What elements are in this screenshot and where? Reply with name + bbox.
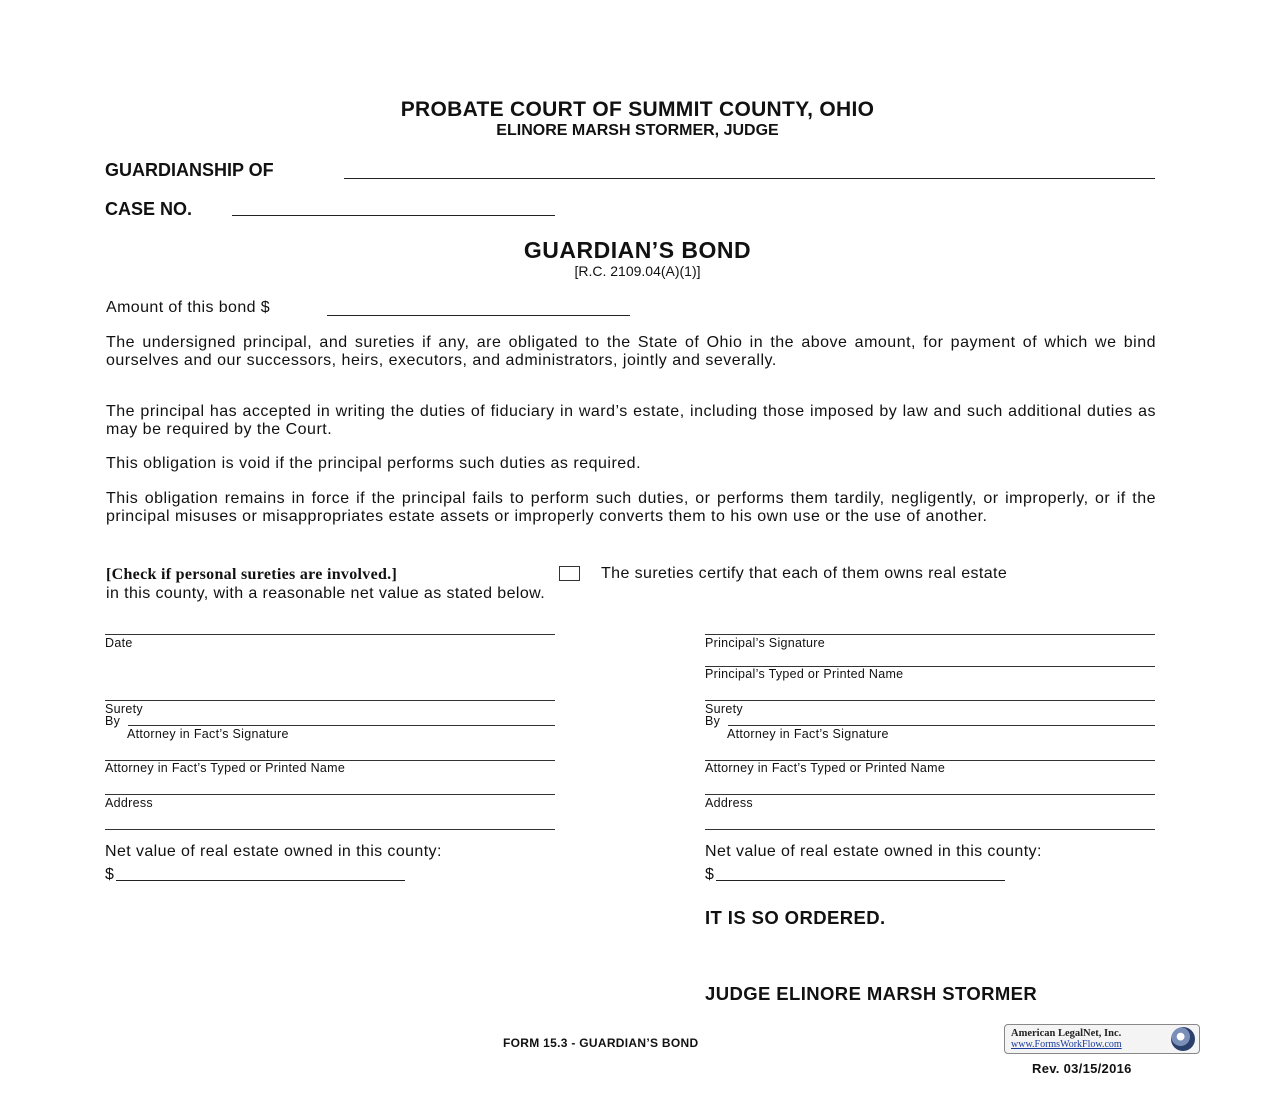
right-net-value-label: Net value of real estate owned in this county: [705, 843, 1042, 860]
left-net-value-label: Net value of real estate owned in this county: [105, 843, 442, 860]
left-attorney-name-label: Attorney in Fact’s Typed or Printed Name [105, 761, 346, 775]
right-address-line[interactable] [705, 794, 1155, 795]
bond-amount-label: Amount of this bond $ [106, 299, 271, 316]
right-surety-line[interactable] [705, 700, 1155, 701]
bond-amount-field[interactable] [327, 315, 630, 316]
so-ordered-text: IT IS SO ORDERED. [705, 907, 886, 928]
publisher-logo [1004, 1024, 1200, 1054]
right-address-label: Address [705, 796, 753, 810]
right-attorney-signature-line[interactable] [728, 725, 1155, 726]
right-net-value-field[interactable] [716, 880, 1005, 881]
date-label: Date [105, 636, 133, 650]
personal-sureties-checkbox[interactable] [559, 566, 580, 581]
force-paragraph: This obligation remains in force if the principal fails to perform such duties, or performs them tardily, negligently, or improperly, or if the principal misuses or misappropriates estate assets or improperly converts them to his own use or the use of another. [106, 490, 1156, 525]
left-by-label: By [105, 714, 121, 728]
principal-signature-line[interactable] [705, 634, 1155, 635]
right-attorney-name-label: Attorney in Fact’s Typed or Printed Name [705, 761, 946, 775]
form-name: FORM 15.3 - GUARDIAN’S BOND [503, 1036, 699, 1050]
guardianship-field[interactable] [344, 178, 1155, 179]
date-line[interactable] [105, 634, 555, 635]
left-address-line[interactable] [105, 794, 555, 795]
judge-signature-name: JUDGE ELINORE MARSH STORMER [705, 983, 1038, 1004]
case-number-label: CASE NO. [105, 199, 193, 219]
publisher-name: American LegalNet, Inc. [1011, 1028, 1122, 1039]
right-dollar-sign: $ [705, 866, 715, 883]
judge-subtitle: ELINORE MARSH STORMER, JUDGE [496, 122, 779, 139]
obligation-paragraph: The undersigned principal, and sureties if any, are obligated to the State of Ohio in the above amount, for payment of which we bind ourselves and our successors, heirs, executors, and administrators, jointly and severally. [106, 334, 1156, 369]
right-by-label: By [705, 714, 721, 728]
left-net-value-field[interactable] [116, 880, 405, 881]
sureties-certify-line2: in this county, with a reasonable net value as stated below. [106, 585, 546, 602]
publisher-url[interactable]: www.FormsWorkFlow.com [1011, 1039, 1122, 1050]
sureties-check-label: [Check if personal sureties are involved.] [106, 566, 398, 583]
right-address-line-2[interactable] [705, 829, 1155, 830]
duties-paragraph: The principal has accepted in writing the duties of fiduciary in ward’s estate, including those imposed by law and such additional duties as may be required by the Court. [106, 403, 1156, 438]
court-name: PROBATE COURT OF SUMMIT COUNTY, OHIO [400, 98, 875, 121]
principal-name-label: Principal’s Typed or Printed Name [705, 667, 904, 681]
case-number-field[interactable] [232, 215, 555, 216]
globe-icon [1171, 1027, 1195, 1051]
left-surety-label: Surety [105, 702, 143, 716]
sureties-certify-line1: The sureties certify that each of them owns real estate [601, 565, 1008, 582]
principal-signature-label: Principal’s Signature [705, 636, 826, 650]
left-attorney-signature-line[interactable] [128, 725, 555, 726]
revision-date: Rev. 03/15/2016 [1032, 1061, 1132, 1076]
guardianship-label: GUARDIANSHIP OF [105, 160, 274, 180]
statute-reference: [R.C. 2109.04(A)(1)] [574, 263, 701, 279]
void-paragraph: This obligation is void if the principal performs such duties as required. [106, 455, 642, 472]
document-title: GUARDIAN’S BOND [523, 237, 752, 263]
right-surety-label: Surety [705, 702, 743, 716]
left-surety-line[interactable] [105, 700, 555, 701]
left-address-line-2[interactable] [105, 829, 555, 830]
left-attorney-signature-label: Attorney in Fact’s Signature [127, 727, 289, 741]
right-attorney-signature-label: Attorney in Fact’s Signature [727, 727, 889, 741]
left-address-label: Address [105, 796, 153, 810]
left-dollar-sign: $ [105, 866, 115, 883]
